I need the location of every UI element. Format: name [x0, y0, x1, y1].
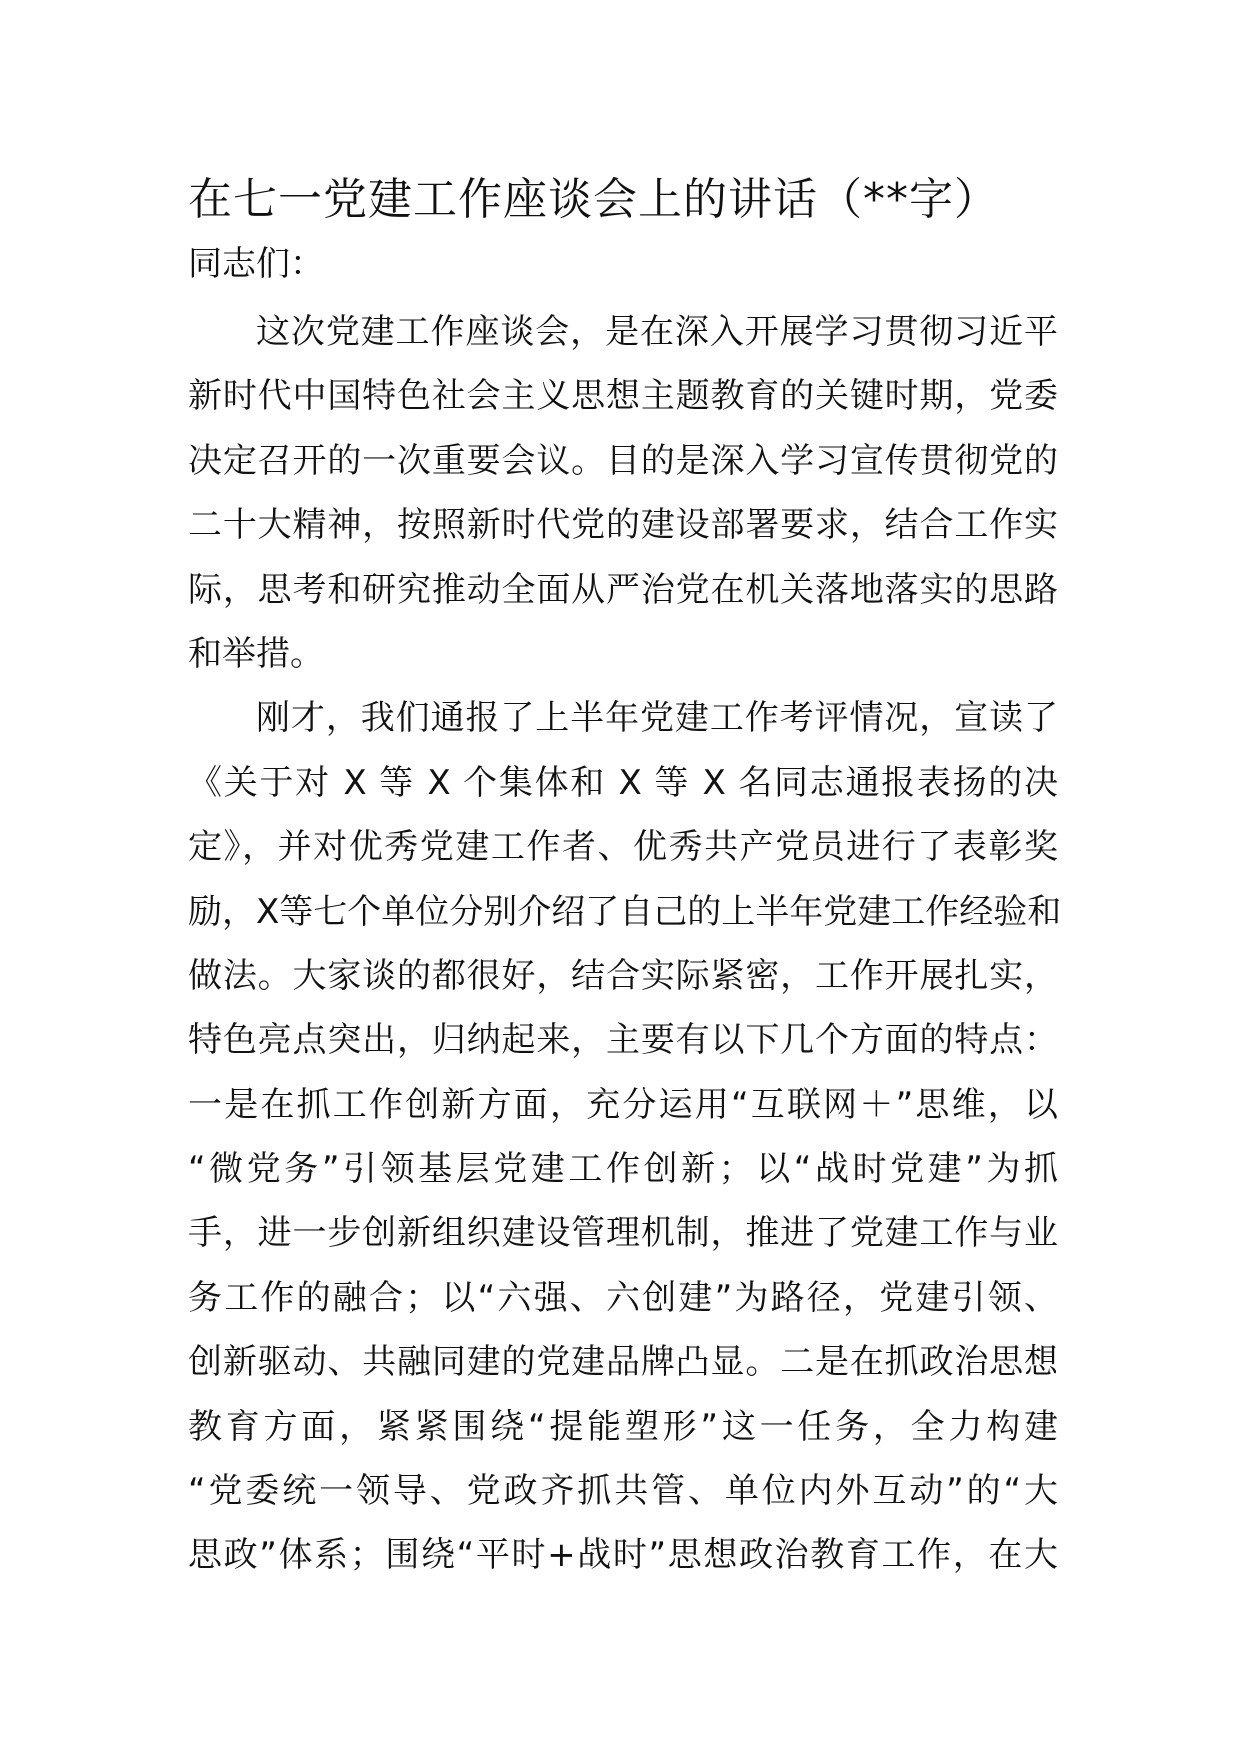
- text-line: 新时代中国特色社会主义思想主题教育的关键时期，党委: [188, 376, 1058, 417]
- text-line: “党委统一领导、党政齐抓共管、单位内外互动”的“大: [188, 1471, 1058, 1512]
- text-line: 和举措。: [188, 633, 324, 674]
- text-line: 教育方面，紧紧围绕“提能塑形”这一任务，全力构建: [188, 1406, 1058, 1447]
- document-body: [188, 300, 1062, 1588]
- paragraph-1: [188, 300, 1058, 686]
- text-line: 刚才，我们通报了上半年党建工作考评情况，宣读了: [256, 698, 1058, 739]
- text-line: “微党务”引领基层党建工作创新；以“战时党建”为抓: [188, 1149, 1058, 1190]
- text-line: 际，思考和研究推动全面从严治党在机关落地落实的思路: [188, 569, 1058, 610]
- text-line: 特色亮点突出，归纳起来，主要有以下几个方面的特点：: [188, 1020, 1058, 1061]
- text-line: 励，X等七个单位分别介绍了自己的上半年党建工作经验和: [188, 891, 1062, 932]
- text-line: 决定召开的一次重要会议。目的是深入学习宣传贯彻党的: [188, 440, 1058, 481]
- text-line: 《关于对 X 等 X 个集体和 X 等 X 名同志通报表扬的决: [188, 762, 1058, 803]
- text-line: 做法。大家谈的都很好，结合实际紧密，工作开展扎实，: [188, 955, 1058, 996]
- text-line: 二十大精神，按照新时代党的建设部署要求，结合工作实: [188, 505, 1058, 546]
- text-line: 一是在抓工作创新方面，充分运用“互联网＋”思维，以: [188, 1084, 1058, 1125]
- text-line: 手，进一步创新组织建设管理机制，推进了党建工作与业: [188, 1213, 1058, 1254]
- text-line: 定》，并对优秀党建工作者、优秀共产党员进行了表彰奖: [188, 827, 1058, 868]
- text-line: 这次党建工作座谈会，是在深入开展学习贯彻习近平: [256, 312, 1058, 352]
- salutation: 同志们：: [188, 244, 324, 284]
- text-line: 务工作的融合；以“六强、六创建”为路径，党建引领、: [188, 1277, 1058, 1318]
- paragraph-2: [188, 686, 1062, 1587]
- text-line: 思政”体系；围绕“平时+战时”思想政治教育工作，在大: [188, 1535, 1058, 1576]
- document-title: 在七一党建工作座谈会上的讲话（**字）: [188, 174, 999, 225]
- text-line: 创新驱动、共融同建的党建品牌凸显。二是在抓政治思想: [188, 1342, 1058, 1383]
